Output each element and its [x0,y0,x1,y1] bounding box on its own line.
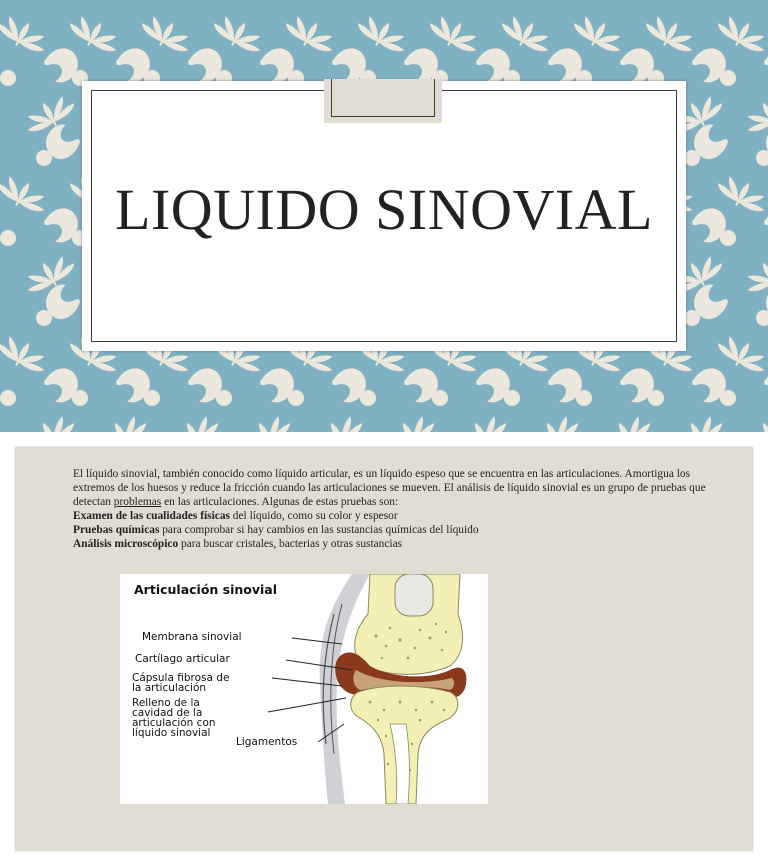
leaf-motif [0,169,52,219]
dot-motif [648,390,664,406]
dot-motif [756,150,768,166]
dot-motif [288,390,304,406]
leaf-motif [20,409,80,432]
dot-motif [756,310,768,326]
slide-title: LIQUIDO SINOVIAL [115,177,653,242]
test-title: Pruebas químicas [73,524,160,536]
leaf-motif [209,9,269,59]
dot-motif [720,390,736,406]
leaf-motif [0,329,52,379]
leaf-motif [524,409,584,432]
dot-motif [684,150,700,166]
problemas-link[interactable]: problemas [113,496,162,508]
dot-motif [144,390,160,406]
leaf-motif [20,89,80,139]
leaf-motif [236,409,296,432]
test-title: Examen de las cualidades físicas [73,510,230,522]
leaf-motif [137,9,197,59]
dot-motif [36,310,52,326]
dot-motif [36,150,52,166]
test-description: para buscar cristales, bacterias y otras sustancias [178,538,403,550]
label-capsula-fibrosa: Cápsula fibrosa de la articulación [132,672,230,694]
test-item [73,523,713,537]
dot-motif [720,70,736,86]
joint-diagram [120,574,488,804]
leaf-motif [425,9,485,59]
leaf-motif [92,409,152,432]
test-description: del líquido, como su color y espesor [229,510,398,522]
leaf-motif [569,9,629,59]
figure-title: Articulación sinovial [134,582,278,597]
leaf-motif [713,329,768,379]
leaf-motif [20,249,80,299]
dot-motif [0,390,16,406]
test-description: para comprobar si hay cambios en las sustancias químicas del líquido [159,524,479,536]
dot-motif [504,390,520,406]
leaf-motif [308,409,368,432]
leaf-motif [740,409,768,432]
leaf-motif [380,409,440,432]
leaf-motif [713,169,768,219]
intro-tail: en las articulaciones. Algunas de estas pruebas son: [161,496,399,508]
test-item [73,537,713,551]
dot-motif [0,230,16,246]
label-membrana-sinovial: Membrana sinovial [142,631,242,643]
dot-motif [72,390,88,406]
test-item [73,509,713,523]
leaf-motif [668,409,728,432]
test-title: Análisis microscópico [73,538,179,550]
title-card [82,81,686,351]
dot-motif [684,310,700,326]
leaf-motif [740,249,768,299]
dot-motif [0,70,16,86]
leaf-motif [353,9,413,59]
label-ligamentos: Ligamentos [236,736,298,748]
label-relleno-cavidad: Relleno de la cavidad de la articulación con líquido sinovial [132,697,216,739]
leaf-motif [596,409,656,432]
dot-motif [360,390,376,406]
dot-motif [216,390,232,406]
leaf-motif [713,9,768,59]
leaf-motif [281,9,341,59]
title-card-tab [324,79,442,123]
label-cartilago-articular: Cartílago articular [135,653,230,665]
leaf-motif [452,409,512,432]
intro-text: El líquido sinovial, también conocido como líquido articular, es un líquido espeso que se encuentra en las articulaciones. Amortigua los extremos de los huesos y reduce la fricción cuando las articulaciones se mueven. El análisis de líquido sinovial es un grupo de pruebas que detectan [73,468,706,508]
leaf-motif [65,9,125,59]
leaf-motif [0,9,52,59]
title-slide [0,0,768,432]
leaf-motif [164,409,224,432]
title-card-tab-frame [331,79,435,117]
leaf-motif [641,9,701,59]
intro-paragraph [73,467,713,509]
body-text [73,467,713,551]
leaf-motif [497,9,557,59]
content-slide [15,447,753,851]
dot-motif [720,230,736,246]
dot-motif [576,390,592,406]
dot-motif [432,390,448,406]
leaf-motif [740,89,768,139]
